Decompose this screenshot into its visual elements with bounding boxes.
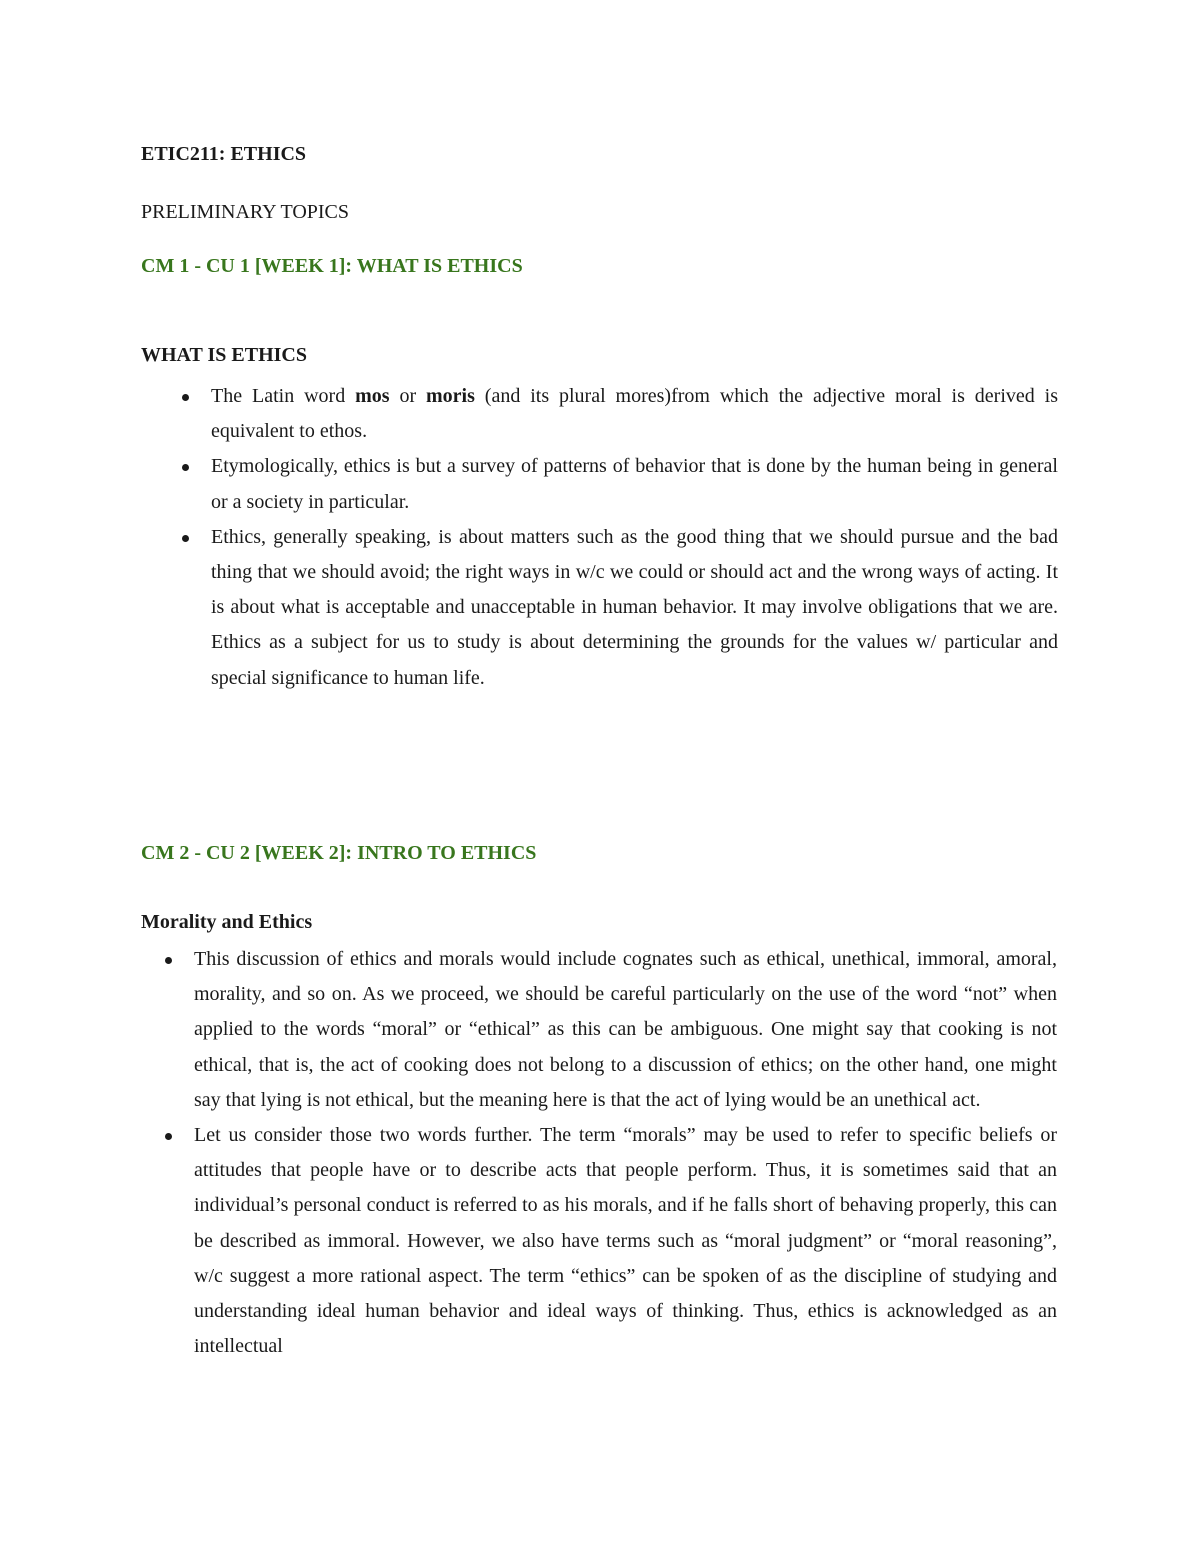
- list-item: Let us consider those two words further. The term “morals” may be used to refer to specific beliefs or attitudes that people have or to describe acts that people perform. Thus, it is sometimes said that an individual’s personal conduct is referred to as his morals, and if he falls short of behaving properly, this can be described as immoral. However, we also have terms such as “moral judgment” or “moral reasoning”, w/c suggest a more rational aspect. The term “ethics” can be spoken of as the discipline of studying and understanding ideal human behavior and ideal ways of thinking. Thus, ethics is acknowledged as an intellectual: [194, 1118, 1057, 1364]
- section-heading-week-1: CM 1 - CU 1 [WEEK 1]: WHAT IS ETHICS: [141, 255, 523, 277]
- list-item: Etymologically, ethics is but a survey of patterns of behavior that is done by the human being in general or a society in particular.: [211, 449, 1058, 519]
- document-subtitle: PRELIMINARY TOPICS: [141, 201, 350, 223]
- section-heading-week-2: CM 2 - CU 2 [WEEK 2]: INTRO TO ETHICS: [141, 842, 537, 864]
- bullet-icon: [182, 535, 189, 542]
- keyword-moris: moris: [426, 385, 475, 407]
- bullet-icon: [165, 957, 172, 964]
- bullet-icon: [182, 394, 189, 401]
- keyword-mos: mos: [355, 385, 390, 407]
- subheading-what-is-ethics: WHAT IS ETHICS: [141, 344, 307, 366]
- bullet-icon: [182, 464, 189, 471]
- bullet-list-week-2: [194, 942, 1057, 1364]
- list-item: The Latin word mos or moris (and its plural mores)from which the adjective moral is derived is equivalent to ethos.: [211, 379, 1058, 449]
- bullet-list-week-1: [211, 379, 1058, 696]
- subheading-morality-and-ethics: Morality and Ethics: [141, 911, 313, 933]
- bullet-icon: [165, 1133, 172, 1140]
- document-title: ETIC211: ETHICS: [141, 143, 307, 165]
- list-item: Ethics, generally speaking, is about matters such as the good thing that we should pursue and the bad thing that we should avoid; the right ways in w/c we could or should act and the wrong ways of acting. It is about what is acceptable and unacceptable in human behavior. It may involve obligations that we are. Ethics as a subject for us to study is about determining the grounds for the values w/ particular and special significance to human life.: [211, 520, 1058, 696]
- list-item: This discussion of ethics and morals would include cognates such as ethical, unethical, immoral, amoral, morality, and so on. As we proceed, we should be careful particularly on the use of the word “not” when applied to the words “moral” or “ethical” as this can be ambiguous. One might say that cooking is not ethical, that is, the act of cooking does not belong to a discussion of ethics; on the other hand, one might say that lying is not ethical, but the meaning here is that the act of lying would be an unethical act.: [194, 942, 1057, 1118]
